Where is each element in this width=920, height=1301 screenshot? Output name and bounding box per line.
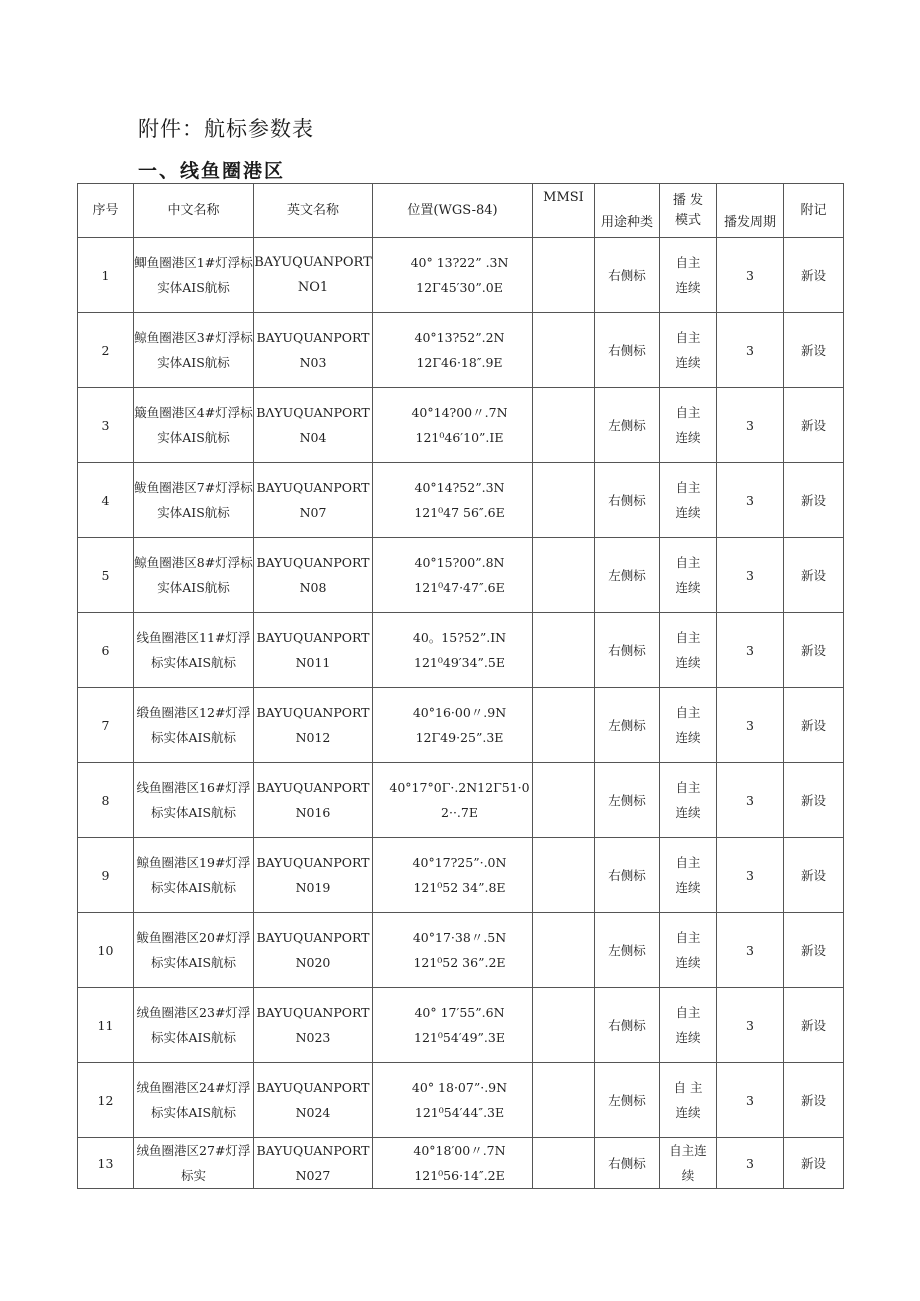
table-row bbox=[78, 313, 844, 388]
cell-seq: 4 bbox=[78, 463, 134, 538]
cell-mode-line1: 自主 bbox=[675, 480, 701, 495]
cell-period: 3 bbox=[717, 1063, 784, 1138]
cell-cn-name: 鲸鱼圈港区3#灯浮标实体AIS航标 bbox=[134, 313, 254, 388]
cell-note: 新设 bbox=[784, 313, 844, 388]
cell-usage: 右侧标 bbox=[595, 463, 660, 538]
cell-position-lat: 40°16·00〃.9N bbox=[412, 705, 507, 720]
cell-position-lat: 40°18′00〃.7N bbox=[413, 1143, 506, 1158]
cell-en-name: BAYUQUANPORTNO1 bbox=[254, 238, 373, 313]
cell-mode-line1: 自主 bbox=[675, 405, 701, 420]
cell-mode-line1: 自主 bbox=[675, 855, 701, 870]
cell-mode-line2: 连续 bbox=[675, 1105, 701, 1120]
cell-position bbox=[373, 688, 533, 763]
cell-mode-line1: 自主 bbox=[675, 555, 701, 570]
cell-position-lon: 12Γ46·18″.9E bbox=[416, 355, 503, 370]
table-row bbox=[78, 838, 844, 913]
cell-usage: 左侧标 bbox=[595, 1063, 660, 1138]
cell-seq: 2 bbox=[78, 313, 134, 388]
header-note: 附记 bbox=[784, 184, 844, 238]
cell-mode-line1: 自主连 bbox=[669, 1143, 707, 1158]
cell-en-name: BAYUQUANPORTN020 bbox=[254, 913, 373, 988]
table-row bbox=[78, 613, 844, 688]
cell-cn-name: 鲸鱼圈港区8#灯浮标实体AIS航标 bbox=[134, 538, 254, 613]
cell-en-name: BΛYUQUANPORTN04 bbox=[254, 388, 373, 463]
cell-mmsi bbox=[533, 388, 595, 463]
header-seq: 序号 bbox=[78, 184, 134, 238]
cell-cn-name: 绒鱼圈港区27#灯浮标实 bbox=[134, 1138, 254, 1189]
cell-note: 新设 bbox=[784, 688, 844, 763]
section-title: 一、线鱼圈港区 bbox=[138, 160, 286, 182]
cell-mode-line2: 连续 bbox=[675, 580, 701, 595]
cell-position bbox=[373, 463, 533, 538]
table-header-row bbox=[78, 184, 844, 238]
cell-mmsi bbox=[533, 688, 595, 763]
cell-position-lat: 40° 18·07”·.9N bbox=[411, 1080, 508, 1095]
table-row bbox=[78, 1063, 844, 1138]
cell-mode-line2: 连续 bbox=[675, 805, 701, 820]
cell-seq: 9 bbox=[78, 838, 134, 913]
cell-usage: 右侧标 bbox=[595, 838, 660, 913]
cell-mode bbox=[660, 538, 717, 613]
cell-cn-name: 鲅鱼圈港区20#灯浮标实体AIS航标 bbox=[134, 913, 254, 988]
cell-position bbox=[373, 538, 533, 613]
cell-period: 3 bbox=[717, 763, 784, 838]
cell-position-lat: 40°17?25”·.0N bbox=[412, 855, 507, 870]
cell-seq: 8 bbox=[78, 763, 134, 838]
cell-seq: 12 bbox=[78, 1063, 134, 1138]
cell-mode-line2: 连续 bbox=[675, 880, 701, 895]
beacon-parameter-table bbox=[77, 183, 844, 1189]
cell-position-lat: 40° 13?22” .3N bbox=[410, 255, 509, 270]
cell-mmsi bbox=[533, 763, 595, 838]
cell-position-lon: 121⁰49′34”.5E bbox=[414, 655, 505, 670]
cell-usage: 右侧标 bbox=[595, 238, 660, 313]
cell-position bbox=[373, 1063, 533, 1138]
header-mode-line2: 模式 bbox=[674, 212, 701, 228]
cell-mode-line2: 连续 bbox=[675, 655, 701, 670]
cell-position bbox=[373, 913, 533, 988]
cell-cn-name: 缎鱼圈港区12#灯浮标实体AIS航标 bbox=[134, 688, 254, 763]
cell-en-name: BAYUQUANPORTN07 bbox=[254, 463, 373, 538]
cell-mmsi bbox=[533, 1063, 595, 1138]
cell-position bbox=[373, 988, 533, 1063]
cell-mode-line1: 自主 bbox=[675, 780, 701, 795]
cell-note: 新设 bbox=[784, 1138, 844, 1189]
cell-position-lat: 40°17·38〃.5N bbox=[412, 930, 507, 945]
cell-mode-line1: 自主 bbox=[675, 705, 701, 720]
cell-mode-line2: 连续 bbox=[675, 355, 701, 370]
cell-en-name: BAYUQUANPORTN08 bbox=[254, 538, 373, 613]
cell-position-lon: 12Γ49·25”.3E bbox=[415, 730, 504, 745]
cell-seq: 5 bbox=[78, 538, 134, 613]
cell-mmsi bbox=[533, 313, 595, 388]
cell-mode-line1: 自主 bbox=[675, 255, 701, 270]
cell-position-lon: 121⁰47·47″.6E bbox=[414, 580, 505, 595]
table-row bbox=[78, 688, 844, 763]
cell-usage: 右侧标 bbox=[595, 313, 660, 388]
cell-period: 3 bbox=[717, 238, 784, 313]
cell-seq: 13 bbox=[78, 1138, 134, 1189]
table-row bbox=[78, 388, 844, 463]
cell-position-lat: 40。15?52”.IN bbox=[412, 630, 507, 645]
cell-mode bbox=[660, 1063, 717, 1138]
cell-mode-line2: 连续 bbox=[675, 430, 701, 445]
cell-period: 3 bbox=[717, 313, 784, 388]
cell-position-lat: 40°17°0Γ·.2N12Γ51·0 bbox=[389, 780, 530, 795]
cell-position-lat: 40°14?52”.3N bbox=[414, 480, 505, 495]
cell-position bbox=[373, 763, 533, 838]
cell-mode-line1: 自主 bbox=[675, 630, 701, 645]
cell-mode-line2: 连续 bbox=[675, 730, 701, 745]
cell-position-lon: 2··.7E bbox=[441, 805, 478, 820]
cell-mode bbox=[660, 763, 717, 838]
cell-position-lon: 121⁰54′44″.3E bbox=[414, 1105, 505, 1120]
cell-en-name: BAYUQUANPORT N016 bbox=[254, 763, 373, 838]
cell-mode bbox=[660, 238, 717, 313]
cell-seq: 10 bbox=[78, 913, 134, 988]
cell-mmsi bbox=[533, 838, 595, 913]
header-period: 播发周期 bbox=[717, 184, 784, 238]
cell-position bbox=[373, 388, 533, 463]
header-cn-name: 中文名称 bbox=[134, 184, 254, 238]
cell-usage: 右侧标 bbox=[595, 988, 660, 1063]
cell-en-name: BAYUQUANPORT N024 bbox=[254, 1063, 373, 1138]
cell-mmsi bbox=[533, 463, 595, 538]
cell-cn-name: 鲸鱼圈港区19#灯浮标实体AIS航标 bbox=[134, 838, 254, 913]
cell-seq: 6 bbox=[78, 613, 134, 688]
cell-position-lon: 121⁰47 56″.6E bbox=[414, 505, 505, 520]
cell-period: 3 bbox=[717, 463, 784, 538]
cell-usage: 右侧标 bbox=[595, 613, 660, 688]
cell-mode bbox=[660, 313, 717, 388]
cell-note: 新设 bbox=[784, 838, 844, 913]
cell-mode-line2: 连续 bbox=[675, 505, 701, 520]
header-mode-line1: 播 发 bbox=[672, 192, 704, 208]
cell-mmsi bbox=[533, 538, 595, 613]
cell-mode bbox=[660, 913, 717, 988]
cell-en-name: BAYUQUANPORTN027 bbox=[254, 1138, 373, 1189]
cell-mode bbox=[660, 1138, 717, 1189]
table-row bbox=[78, 238, 844, 313]
cell-mode bbox=[660, 463, 717, 538]
cell-period: 3 bbox=[717, 388, 784, 463]
cell-cn-name: 鲅鱼圈港区7#灯浮标实体AIS航标 bbox=[134, 463, 254, 538]
cell-mode bbox=[660, 988, 717, 1063]
cell-en-name: BAYUQUANPORT N023 bbox=[254, 988, 373, 1063]
cell-cn-name: 绒鱼圈港区23#灯浮标实体AIS航标 bbox=[134, 988, 254, 1063]
cell-mmsi bbox=[533, 1138, 595, 1189]
cell-en-name: BAYUQUANPORT N019 bbox=[254, 838, 373, 913]
cell-mode-line1: 自主 bbox=[675, 1005, 701, 1020]
cell-mode-line2: 连续 bbox=[675, 1030, 701, 1045]
cell-position-lat: 40°13?52”.2N bbox=[414, 330, 505, 345]
cell-seq: 3 bbox=[78, 388, 134, 463]
cell-position-lon: 12Γ45′30”.0E bbox=[416, 280, 503, 295]
header-mmsi: MMSI bbox=[533, 184, 595, 238]
cell-en-name: BAYUQUANPORT N011 bbox=[254, 613, 373, 688]
cell-mode-line1: 自主 bbox=[675, 330, 701, 345]
cell-period: 3 bbox=[717, 838, 784, 913]
cell-position-lat: 40°14?00〃.7N bbox=[411, 405, 508, 420]
cell-mode-line1: 自 主 bbox=[673, 1080, 703, 1095]
cell-mmsi bbox=[533, 238, 595, 313]
cell-usage: 左侧标 bbox=[595, 538, 660, 613]
table-row bbox=[78, 913, 844, 988]
cell-usage: 左侧标 bbox=[595, 763, 660, 838]
cell-position-lat: 40°15?00”.8N bbox=[414, 555, 505, 570]
cell-position-lon: 121⁰52 36”.2E bbox=[413, 955, 506, 970]
cell-mode bbox=[660, 838, 717, 913]
cell-position bbox=[373, 238, 533, 313]
cell-seq: 7 bbox=[78, 688, 134, 763]
cell-usage: 右侧标 bbox=[595, 1138, 660, 1189]
cell-period: 3 bbox=[717, 913, 784, 988]
table-row bbox=[78, 763, 844, 838]
cell-position-lon: 121⁰54′49”.3E bbox=[414, 1030, 505, 1045]
table-row bbox=[78, 538, 844, 613]
cell-position bbox=[373, 1138, 533, 1189]
cell-mode-line1: 自主 bbox=[675, 930, 701, 945]
cell-mode bbox=[660, 688, 717, 763]
cell-en-name: BAYUQUANPORTN03 bbox=[254, 313, 373, 388]
cell-seq: 1 bbox=[78, 238, 134, 313]
header-en-name: 英文名称 bbox=[254, 184, 373, 238]
cell-position bbox=[373, 838, 533, 913]
cell-cn-name: 簸鱼圈港区4#灯浮标实体AIS航标 bbox=[134, 388, 254, 463]
cell-note: 新设 bbox=[784, 913, 844, 988]
cell-position-lon: 121⁰56·14″.2E bbox=[414, 1168, 505, 1183]
table-row bbox=[78, 988, 844, 1063]
cell-period: 3 bbox=[717, 988, 784, 1063]
document-title: 附件：航标参数表 bbox=[138, 117, 314, 141]
cell-cn-name: 鲫鱼圈港区1#灯浮标实体AIS航标 bbox=[134, 238, 254, 313]
cell-period: 3 bbox=[717, 1138, 784, 1189]
cell-note: 新设 bbox=[784, 1063, 844, 1138]
cell-position-lon: 121⁰46′10”.IE bbox=[415, 430, 504, 445]
cell-mode-line2: 连续 bbox=[675, 280, 701, 295]
cell-mode-line2: 连续 bbox=[675, 955, 701, 970]
cell-period: 3 bbox=[717, 613, 784, 688]
cell-note: 新设 bbox=[784, 388, 844, 463]
header-position: 位置(WGS-84) bbox=[373, 184, 533, 238]
cell-note: 新设 bbox=[784, 613, 844, 688]
cell-mmsi bbox=[533, 613, 595, 688]
cell-usage: 左侧标 bbox=[595, 688, 660, 763]
cell-mode bbox=[660, 613, 717, 688]
cell-cn-name: 线鱼圈港区11#灯浮标实体AIS航标 bbox=[134, 613, 254, 688]
header-mode bbox=[660, 184, 717, 238]
cell-note: 新设 bbox=[784, 763, 844, 838]
cell-note: 新设 bbox=[784, 988, 844, 1063]
cell-position bbox=[373, 313, 533, 388]
cell-usage: 左侧标 bbox=[595, 913, 660, 988]
cell-position bbox=[373, 613, 533, 688]
cell-note: 新设 bbox=[784, 538, 844, 613]
cell-mode bbox=[660, 388, 717, 463]
table-row bbox=[78, 463, 844, 538]
cell-period: 3 bbox=[717, 538, 784, 613]
cell-cn-name: 线鱼圈港区16#灯浮标实体AIS航标 bbox=[134, 763, 254, 838]
cell-position-lat: 40° 17′55”.6N bbox=[414, 1005, 505, 1020]
cell-mmsi bbox=[533, 913, 595, 988]
cell-period: 3 bbox=[717, 688, 784, 763]
cell-mode-line2: 续 bbox=[681, 1168, 695, 1183]
cell-note: 新设 bbox=[784, 463, 844, 538]
cell-usage: 左侧标 bbox=[595, 388, 660, 463]
table-row bbox=[78, 1138, 844, 1189]
cell-seq: 11 bbox=[78, 988, 134, 1063]
cell-mmsi bbox=[533, 988, 595, 1063]
cell-cn-name: 绒鱼圈港区24#灯浮标实体AIS航标 bbox=[134, 1063, 254, 1138]
cell-note: 新设 bbox=[784, 238, 844, 313]
cell-position-lon: 121⁰52 34”.8E bbox=[413, 880, 506, 895]
header-usage: 用途种类 bbox=[595, 184, 660, 238]
cell-en-name: BAYUQUANPORT N012 bbox=[254, 688, 373, 763]
